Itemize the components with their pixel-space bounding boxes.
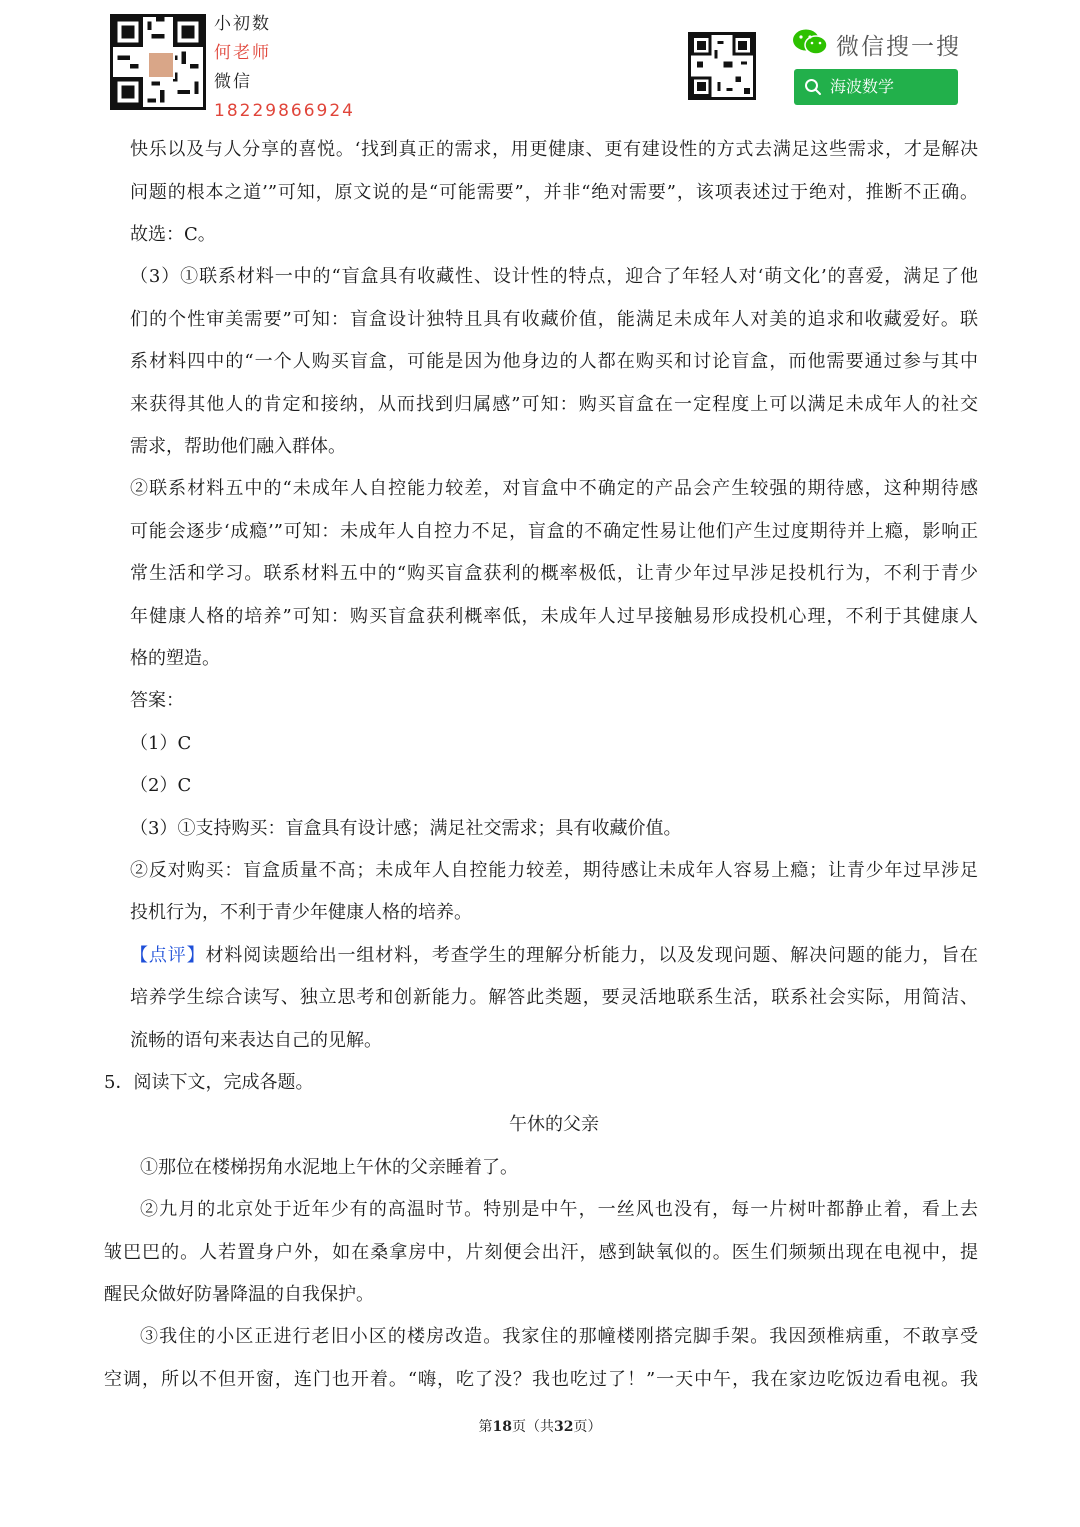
answer-2: （2）C xyxy=(130,775,192,796)
page-footer xyxy=(0,1416,1080,1436)
wechat-logo-icon xyxy=(792,28,828,56)
text-line: 可能会逐步‘成瘾’”可知：未成年人自控力不足，盲盒的不确定性易让他们产生过度期待并上瘾，影响正 xyxy=(130,521,978,542)
answer-heading: 答案： xyxy=(130,690,184,711)
wechat-search-title: 微信搜一搜 xyxy=(836,34,961,60)
question-heading: 5．阅读下文，完成各题。 xyxy=(104,1072,314,1093)
search-icon xyxy=(804,78,822,96)
footer-prefix: 第 xyxy=(478,1419,493,1435)
qr-avatar-thumbnail xyxy=(147,51,175,79)
contact-line-1: 小初数 xyxy=(214,14,271,34)
text-line: （3）①联系材料一中的“盲盒具有收藏性、设计性的特点，迎合了年轻人对‘萌文化’的喜爱，满足了他 xyxy=(130,266,978,287)
text-line: 醒民众做好防暑降温的自我保护。 xyxy=(104,1284,374,1305)
text-line: ①那位在楼梯拐角水泥地上午休的父亲睡着了。 xyxy=(140,1157,518,1178)
search-keyword-label: 海波数学 xyxy=(830,77,895,96)
contact-info xyxy=(214,10,355,126)
text-line: ②反对购买：盲盒质量不高；未成年人自控能力较差，期待感让未成年人容易上瘾；让青少年过早涉足 xyxy=(130,860,978,881)
answer-3: （3）①支持购买：盲盒具有设计感；满足社交需求；具有收藏价值。 xyxy=(130,818,682,839)
footer-middle: 页（共 xyxy=(512,1419,554,1435)
text-line: 年健康人格的培养”可知：购买盲盒获利概率低，未成年人过早接触易形成投机心理，不利于其健康人 xyxy=(130,606,978,627)
text-line: ②联系材料五中的“未成年人自控能力较差，对盲盒中不确定的产品会产生较强的期待感，这种期待感 xyxy=(130,478,978,499)
contact-line-2: 何老师 xyxy=(214,43,271,63)
answer-1: （1）C xyxy=(130,733,192,754)
page-number: 18 xyxy=(492,1419,512,1435)
text-line: 格的塑造。 xyxy=(130,648,220,669)
contact-phone: 18229866924 xyxy=(214,101,355,121)
text-line: 系材料四中的“一个人购买盲盒，可能是因为他身边的人都在购买和讨论盲盒，而他需要通过参与其中 xyxy=(130,351,978,372)
text-line: 们的个性审美需要”可知：盲盒设计独特且具有收藏价值，能满足未成年人对美的追求和收藏爱好。联 xyxy=(130,309,978,330)
text-line: 培养学生综合读写、独立思考和创新能力。解答此类题，要灵活地联系生活，联系社会实际，用简洁、 xyxy=(130,987,978,1008)
text-line: 流畅的语句来表达自己的见解。 xyxy=(130,1030,382,1051)
text-line: 需求，帮助他们融入群体。 xyxy=(130,436,346,457)
wechat-qr-code xyxy=(688,32,756,100)
contact-qr-code xyxy=(110,14,206,110)
comment-tag: 【点评】 xyxy=(130,945,206,966)
text-line: ③我住的小区正进行老旧小区的楼房改造。我家住的那幢楼刚搭完脚手架。我因颈椎病重，不敢享受 xyxy=(140,1326,978,1347)
text-line: 来获得其他人的肯定和接纳，从而找到归属感”可知：购买盲盒在一定程度上可以满足未成年人的社交 xyxy=(130,394,978,415)
text-line: 问题的根本之道’”可知，原文说的是“可能需要”，并非“绝对需要”，该项表述过于绝对，推断不正确。 xyxy=(130,182,978,203)
text-line: 投机行为，不利于青少年健康人格的培养。 xyxy=(130,902,472,923)
text-line: 快乐以及与人分享的喜悦。‘找到真正的需求，用更健康、更有建设性的方式去满足这些需求，才是解决 xyxy=(130,139,978,160)
page-total: 32 xyxy=(554,1419,574,1435)
comment-text: 材料阅读题给出一组材料，考查学生的理解分析能力，以及发现问题、解决问题的能力，旨在 xyxy=(205,945,979,966)
qr-pattern xyxy=(691,35,753,97)
text-line: ②九月的北京处于近年少有的高温时节。特别是中午，一丝风也没有，每一片树叶都静止着，看上去 xyxy=(140,1199,978,1220)
search-keyword-button[interactable] xyxy=(794,69,958,105)
text-line: 空调，所以不但开窗，连门也开着。“嗨，吃了没？我也吃过了！”一天中午，我在家边吃饭边看电视。我 xyxy=(104,1369,978,1390)
page-header xyxy=(0,0,1080,125)
text-line: 常生活和学习。联系材料五中的“购买盲盒获利的概率极低，让青少年过早涉足投机行为，不利于青少 xyxy=(130,563,978,584)
footer-suffix: 页） xyxy=(573,1419,602,1435)
text-line: 皱巴巴的。人若置身户外，如在桑拿房中，片刻便会出汗，感到缺氧似的。医生们频频出现在电视中，提 xyxy=(104,1242,978,1263)
text-line: 故选：C。 xyxy=(130,224,216,245)
article-title: 午休的父亲 xyxy=(509,1114,599,1135)
comment-line xyxy=(130,944,978,968)
contact-line-3: 微信 xyxy=(214,72,252,92)
